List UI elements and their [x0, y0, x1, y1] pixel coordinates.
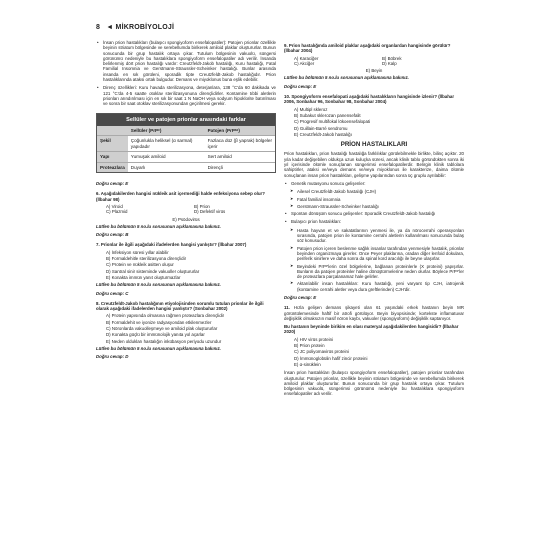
- answer-key: Doğru cevap: E: [284, 83, 317, 89]
- table-title: Sellüler ve patojen prionlar arasındaki farklar: [97, 114, 275, 127]
- option[interactable]: A) İnfeksiyon süresi yıllar alabilir: [106, 249, 169, 255]
- table-cell: Yumuşak amiloid: [128, 152, 205, 162]
- option[interactable]: B) Böbrek: [382, 55, 402, 61]
- option[interactable]: A) Karaciğer: [294, 55, 319, 61]
- table-cell: Çoğunlukla heliksel (α sarmal) yapıdadır: [128, 136, 205, 152]
- table-cell: Fazlaca düz (β yaprak) bölgeler içerir: [205, 136, 275, 152]
- table-row: [97, 162, 275, 172]
- option[interactable]: E) Creutzfeldt-Jakob hastalığı: [294, 131, 352, 137]
- header-marker: ◄: [106, 24, 114, 31]
- right-column: [284, 40, 464, 400]
- table-row-header: Şekil: [97, 136, 128, 152]
- explanation-note: Lütfen bu bölümün 5 no.lu sorusunun açıklamasına bakınız.: [96, 345, 221, 351]
- question-text: Creutzfeldt-Jakob hastalığının etiyolojisinden sorumlu tutulan prionlar ile ilgili olarak aşağıdaki ifadelerden hangisi yanlıştır? (Sonbahar 2002): [96, 300, 264, 312]
- option[interactable]: A) HIV virüs proteini: [294, 336, 334, 342]
- table-row-header: Proteazlara: [97, 162, 128, 172]
- question-number: 7.: [96, 242, 100, 248]
- option[interactable]: E) α-sinüklein: [294, 361, 321, 367]
- question-9-options: [294, 56, 464, 67]
- section-title: PRİON HASTALIKLARI: [340, 141, 408, 149]
- option[interactable]: C) JC poliyomavirüs proteini: [294, 349, 349, 355]
- explanation-note: Lütfen bu bölümün 5 no.lu sorusunun açıklamasına bakınız.: [284, 75, 409, 81]
- group-item: ➤ Patojen prion içeren beslenme sağlık insanlar tarafından yenmesiyle hastalık, prionlar beyinden organizmaya girerler. Once Peyer plaklarına, oradan diğer lenfoid dokulara, periferik sinirlere ve daha sonra da spinal kord aracılığı ile beyne ulaşırlar.: [284, 246, 464, 262]
- option[interactable]: C) Akciğer: [294, 60, 315, 66]
- group-item: ➤ Ailesel Creutzfeldt-Jakob hastalığı (CJH): [284, 189, 464, 194]
- table-cell: Dirençli: [205, 162, 275, 172]
- option[interactable]: D) Guillain-Barré sendromu: [294, 125, 348, 131]
- table-header-row: [97, 126, 275, 136]
- option[interactable]: B) Formaldehitle sterilizasyona dirençlidir: [106, 256, 187, 262]
- question-8: [96, 301, 276, 312]
- table-header-cell: Sellüler (PrPᶜ): [128, 126, 205, 136]
- section-paragraph: Prion hastalıkları, prion hastalığı hastalığa farklılıklar görülebilmekle birlikte, bilinç açıktır. 20 yıla kadar değişebilen oldukça uzun kuluçka süresi, ancak klinik tablo göründükten sonra iki yıl içerisinde ölümle sonuçlanan süngerimsi ensefalopatilerdir. Belirgin klinik tablolara sahiptirler, ataksi ve/veya demans ve/veya miyoklonus ile karakterize, daima ölümle sonuçlanan insan prion hastalıkları, gelişme yapılarından sonra üç gruplu ayrılabilir:: [284, 151, 464, 178]
- option[interactable]: B) Subakut sklerozan panensefalit: [294, 112, 361, 118]
- option[interactable]: E) Neden oldukları hastalığın inkübasyon periyodu uzundur: [106, 338, 222, 344]
- bullet-prion-diseases: • İnsan prion hastalıkları (bulaşıcı spongiyoform ensefalopatiler): Patojen prionlar özellikle beyinin striatum bölgesinde ve serebellumda birikerek amiloid plaklar oluştururlar. Bunun sonucunda bir grup hastalık ortaya çıkar. Tutulum bölgesinin vakuolü, süngersi görünümü nedeniyle bu hastalıklara spongiyoform ensefalopatiler adı verilir. İnsanda belirlenmiş dört prion hastalığı vardır: Creutzfeldt-Jakob hastalığı, Kuru hastalığı, Fatal Familial Insomnia ve Gerstmann-Straussler-Scheinker hastalığı. Bunlar arasında insanda en sık görüleni, sporadik tipte Creutzfeldt-Jakob hastalığıdır. Prion hastalıklarında ataksi ortak bulgudur. Demans ve miyoklonus buna eşlik edebilir.: [96, 40, 276, 82]
- answer-key: Doğru cevap: C: [96, 290, 129, 296]
- left-column: [96, 40, 276, 365]
- explanation-note: Lütfen bu bölümün 5 no.lu sorusunun açıklamasına bakınız.: [96, 282, 221, 288]
- question-number: 8.: [96, 300, 100, 306]
- question-10: [284, 94, 464, 105]
- option[interactable]: A) Multipl skleroz: [294, 106, 328, 112]
- option[interactable]: E) Konakta immün yanıt oluşturmazlar: [106, 274, 181, 280]
- table-cell: Duyarlı: [128, 162, 205, 172]
- group-item: ➤ Hasta hayvan et ve sakatatlarının yenmesi ile, ya da nörocerrahi operasyonları sırasında, patojen prion ile kontamine cerrahi aletlerin kullanılması sonucunda bulaş söz konusudur.: [284, 228, 464, 244]
- option[interactable]: D) Defektif virüs: [194, 209, 226, 215]
- option[interactable]: D) Konakta güçlü bir immünolojik yanıta yol açarlar: [106, 332, 205, 338]
- explanation-note: Lütfen bu bölümün 5 no.lu sorusunun açıklamasına bakınız.: [96, 223, 221, 229]
- answer-key: Doğru cevap: D: [96, 354, 129, 360]
- option[interactable]: C) Plazmid: [106, 209, 128, 215]
- option[interactable]: D) İmmünoglobülin hafif zincir proteini: [294, 355, 368, 361]
- header-title: MİKROBİYOLOJİ: [115, 24, 175, 31]
- group-item: ➤ Fatal familial insomnia: [284, 197, 464, 202]
- answer-key: Doğru cevap: B: [96, 232, 129, 238]
- question-number: 6.: [96, 191, 100, 197]
- option[interactable]: E) Psödovirüs: [172, 216, 200, 222]
- answer-key: Doğru cevap: E: [96, 181, 129, 187]
- answer-key: Doğru cevap: E: [284, 294, 317, 300]
- option[interactable]: B) Prion: [194, 203, 210, 209]
- option[interactable]: A) Viroid: [106, 203, 123, 209]
- question-9: [284, 43, 464, 54]
- page-header: [96, 24, 174, 31]
- option[interactable]: B) Prion protein: [294, 343, 325, 349]
- table-row: [97, 152, 275, 162]
- option[interactable]: D) Kalp: [382, 60, 397, 66]
- table-cell: Sert amiloid: [205, 152, 275, 162]
- bullet-resistance: • Direnç özellikleri: Kuru havada sterilizasyona, deterjanlara, 138 °C'da 60 dakikada ve 121 °C'da 4-5 saatte otoklav sterilizasyonuna dirençlidirler. Kontamine tıbbi aletlerin prionları arındırılması için en sık bir saat 1 N NaOH veya sodyum hipoklorite batırılması ve sonra bir saat otoklav sterilizasyonundan geçirilmesi gerekir.: [96, 85, 276, 106]
- option[interactable]: C) Protein ve nükleik asitten oluşur: [106, 262, 174, 268]
- question-number: 11.: [284, 305, 290, 311]
- page-number: 8: [96, 24, 101, 31]
- group-title: • Bulaşıcı prion hastalıkları:: [284, 219, 464, 224]
- question-11-prompt: Bu hastanın beyninde birikim en olası materyal aşağıdakilerden hangisidir? (İlbahar 2020): [284, 324, 459, 335]
- question-11-explanation: İnsan prion hastalıkları (bulaşıcı spongiyoform ensefalopatiler), patojen prionlar tarafından oluşturulur. Patojen prionlar, özellikle beyinin striatum bölgesinde ve serebellumda birikerek amiloid plaklar oluştururlar. Bunun sonucunda bir grup hastalık ortaya çıkar. Tutulum bölgesinin vakuolü, süngerimsi görünümü nedeniyle bu hastalıklara spongiyoform ensefalopatiler adı verilir.: [284, 370, 464, 397]
- question-text: Hızla gelişen demans şikayeti olan 61 yaşındaki erkek hastanın beyin MR görüntülemesinde haftif bir atrofi görülüyor. Beyin biyopsisinde; kortekste inflamatuvar değişiklik olmaksızın masif nöron kaybı, vakuoler (spongiyoform) değişiklik saptanıyor.: [284, 305, 464, 321]
- option[interactable]: C) Nöronlarda vakuolleşmeye ve amiloid plak oluştururlar: [106, 326, 218, 332]
- option[interactable]: D) Santral sinir sisteminde vakuoller oluştururlar: [106, 268, 200, 274]
- question-7: [96, 242, 276, 247]
- table-row: [97, 136, 275, 152]
- question-6-options: [106, 204, 276, 215]
- option[interactable]: C) Progresif multifokal lökoensefalopati: [294, 119, 371, 125]
- question-text: Prionlar ile ilgili aşağıdaki ifadelerden hangisi yanlıştır? (İlbahar 2007): [100, 242, 247, 248]
- group-title: • Genetik mutasyonu sonucu gelişenler:: [284, 181, 464, 186]
- question-number: 9.: [284, 43, 288, 48]
- option[interactable]: E) Beyin: [365, 68, 383, 74]
- group-item: ➤ Gerstmann-Straussler-Scheinker hastalığı: [284, 204, 464, 209]
- group-title: • Spontan dönüşüm sonucu gelişenler: Sporadik Creutzfeldt-Jakob hastalığı: [284, 211, 464, 216]
- prion-comparison-table: [96, 113, 276, 174]
- table-row-header: Yapı: [97, 152, 128, 162]
- question-6: [96, 191, 276, 202]
- group-item: ➤ Beyindeki PrPᶜ'lerin özel bölgelerine, bağlanan proteinlerle (X proteini) yapışırlar. Bunların da patojen proteinler haline dönüştürmelerine neden olurlar. Böylece PrPᶜ'ler de proteazlara parçalanamaz hale gelirler.: [284, 264, 464, 280]
- group-item: ➤ Aktarılabilir insan hastalıkları: Kuru hastalığı, yeni varyant tip CJH, iatrojenik (kontamine cerrahi aletler veya dura greftlerinden) CJH'dir.: [284, 281, 464, 292]
- table-header-cell: [97, 126, 128, 136]
- option[interactable]: B) Formaldehit ve iyonize radyasyondan etkilenmezler: [106, 319, 212, 325]
- question-text: Aşağıdakilerden hangisi nükleik asit içermediği halde enfeksiyona sebep olur? (İlbahar 98): [96, 191, 265, 202]
- question-text: Prion hastalığında amiloid plaklar aşağıdaki organlardan hangisinde görülür? (İlbahar 2004): [284, 43, 451, 54]
- question-number: 10.: [284, 94, 291, 100]
- table-header-cell: Patojen (PrPˢᶜ): [205, 126, 275, 136]
- question-text: Spongiyoform ensefalopati aşağıdaki hastalıkların hangisinde izlenir? (İlbahar 2006, Sonbahar 96, Sonbahar 98, Sonbahar 2004): [284, 94, 455, 105]
- question-11-stem: [284, 305, 464, 321]
- option[interactable]: A) Protein yapısında olmasına rağmen proteazlara dirençlidir: [106, 313, 225, 319]
